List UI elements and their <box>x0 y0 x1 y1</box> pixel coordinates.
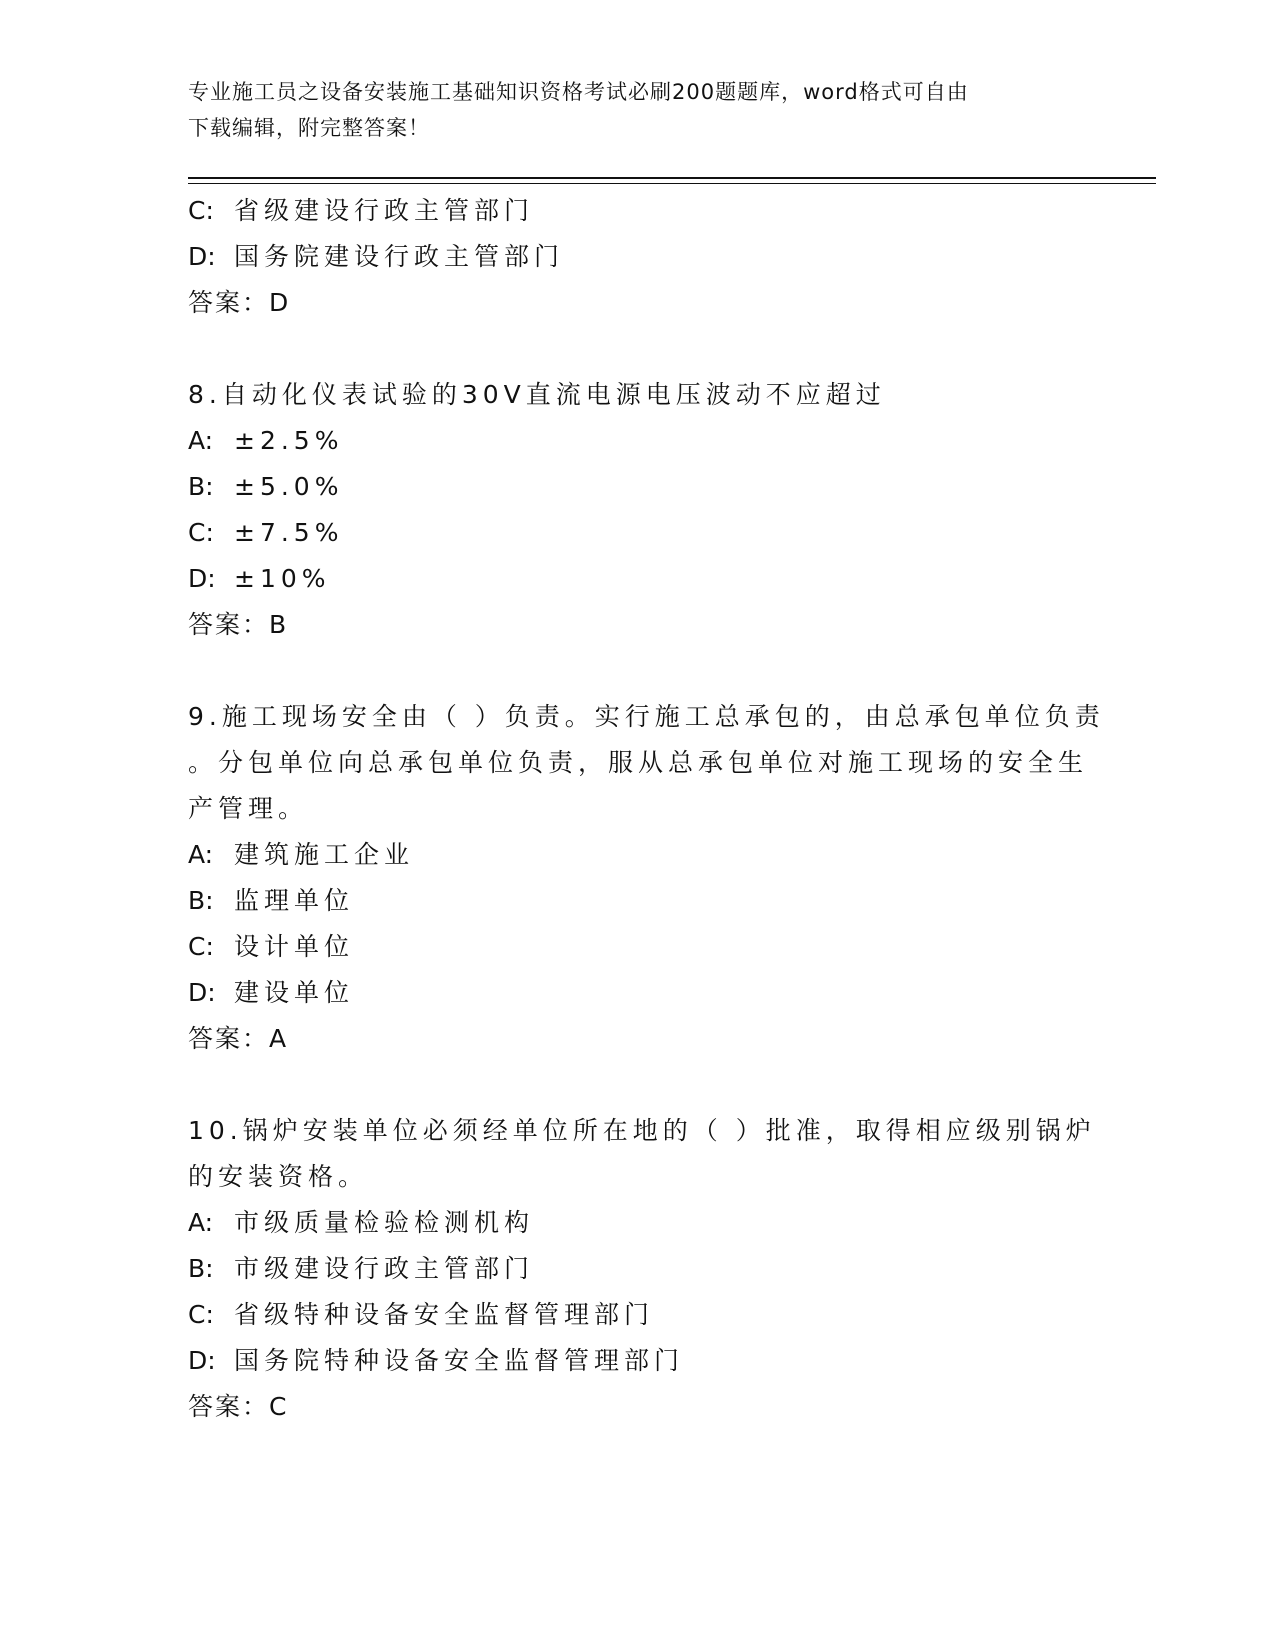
answer-line <box>188 1384 1088 1430</box>
option-letter: A: <box>188 426 214 455</box>
answer-label: 答案： <box>188 1024 270 1053</box>
option-text: 市级质量检验检测机构 <box>234 1208 535 1237</box>
option-text: ±10% <box>234 564 331 593</box>
option-text: 国务院建设行政主管部门 <box>234 242 565 271</box>
option-b <box>188 1246 1088 1292</box>
option-text: ±5.0% <box>234 472 344 501</box>
header-line-2: 下载编辑，附完整答案！ <box>188 116 430 140</box>
option-letter: D: <box>188 978 216 1007</box>
option-text: 建设单位 <box>234 978 355 1007</box>
answer-value: B <box>269 610 287 639</box>
header-divider-thin <box>188 183 1156 184</box>
option-text: 省级特种设备安全监督管理部门 <box>234 1300 655 1329</box>
option-c <box>188 188 1088 234</box>
answer-label: 答案： <box>188 610 270 639</box>
question-9-text-line-3: 产管理。 <box>188 794 309 823</box>
answer-label: 答案： <box>188 1392 270 1421</box>
option-text: ±2.5% <box>234 426 344 455</box>
option-a <box>188 418 1088 464</box>
option-d <box>188 1338 1088 1384</box>
answer-line <box>188 280 1088 326</box>
option-text: 省级建设行政主管部门 <box>234 196 535 225</box>
option-text: 监理单位 <box>234 886 355 915</box>
option-a <box>188 832 1088 878</box>
option-letter: D: <box>188 1346 216 1375</box>
option-b <box>188 878 1088 924</box>
option-b <box>188 464 1088 510</box>
question-9-text-line-1: 9.施工现场安全由（ ）负责。实行施工总承包的，由总承包单位负责 <box>188 702 1105 731</box>
prev-question-block <box>188 188 1088 326</box>
answer-label: 答案： <box>188 288 270 317</box>
option-text: 设计单位 <box>234 932 355 961</box>
header-divider-thick <box>188 177 1156 179</box>
question-10-block <box>188 1108 1096 1430</box>
option-letter: B: <box>188 886 214 915</box>
question-9-block <box>188 694 1105 1062</box>
option-letter: B: <box>188 1254 214 1283</box>
option-letter: C: <box>188 196 214 225</box>
option-letter: A: <box>188 840 214 869</box>
answer-line <box>188 1016 1088 1062</box>
option-c <box>188 510 1088 556</box>
document-header <box>188 74 1088 146</box>
option-text: 国务院特种设备安全监督管理部门 <box>234 1346 685 1375</box>
answer-value: D <box>269 288 289 317</box>
option-letter: D: <box>188 564 216 593</box>
option-text: 市级建设行政主管部门 <box>234 1254 535 1283</box>
question-9-text-line-2: 。分包单位向总承包单位负责，服从总承包单位对施工现场的安全生 <box>188 748 1089 777</box>
question-content <box>188 188 1105 1430</box>
question-10-text-line-1: 10.锅炉安装单位必须经单位所在地的（ ）批准，取得相应级别锅炉 <box>188 1116 1096 1145</box>
option-d <box>188 970 1088 1016</box>
option-c <box>188 1292 1088 1338</box>
option-text: ±7.5% <box>234 518 344 547</box>
answer-line <box>188 602 1088 648</box>
option-letter: C: <box>188 932 214 961</box>
option-d <box>188 234 1088 280</box>
option-letter: D: <box>188 242 216 271</box>
header-line-1: 专业施工员之设备安装施工基础知识资格考试必刷200题题库，word格式可自由 <box>188 80 969 104</box>
answer-value: C <box>269 1392 287 1421</box>
option-letter: C: <box>188 518 214 547</box>
option-letter: A: <box>188 1208 214 1237</box>
option-letter: C: <box>188 1300 214 1329</box>
option-text: 建筑施工企业 <box>234 840 415 869</box>
option-letter: B: <box>188 472 214 501</box>
option-d <box>188 556 1088 602</box>
option-c <box>188 924 1088 970</box>
question-8-block <box>188 372 1088 648</box>
question-8-text: 8.自动化仪表试验的30V直流电源电压波动不应超过 <box>188 380 886 409</box>
question-10-text-line-2: 的安装资格。 <box>188 1162 369 1191</box>
option-a <box>188 1200 1088 1246</box>
answer-value: A <box>269 1024 287 1053</box>
